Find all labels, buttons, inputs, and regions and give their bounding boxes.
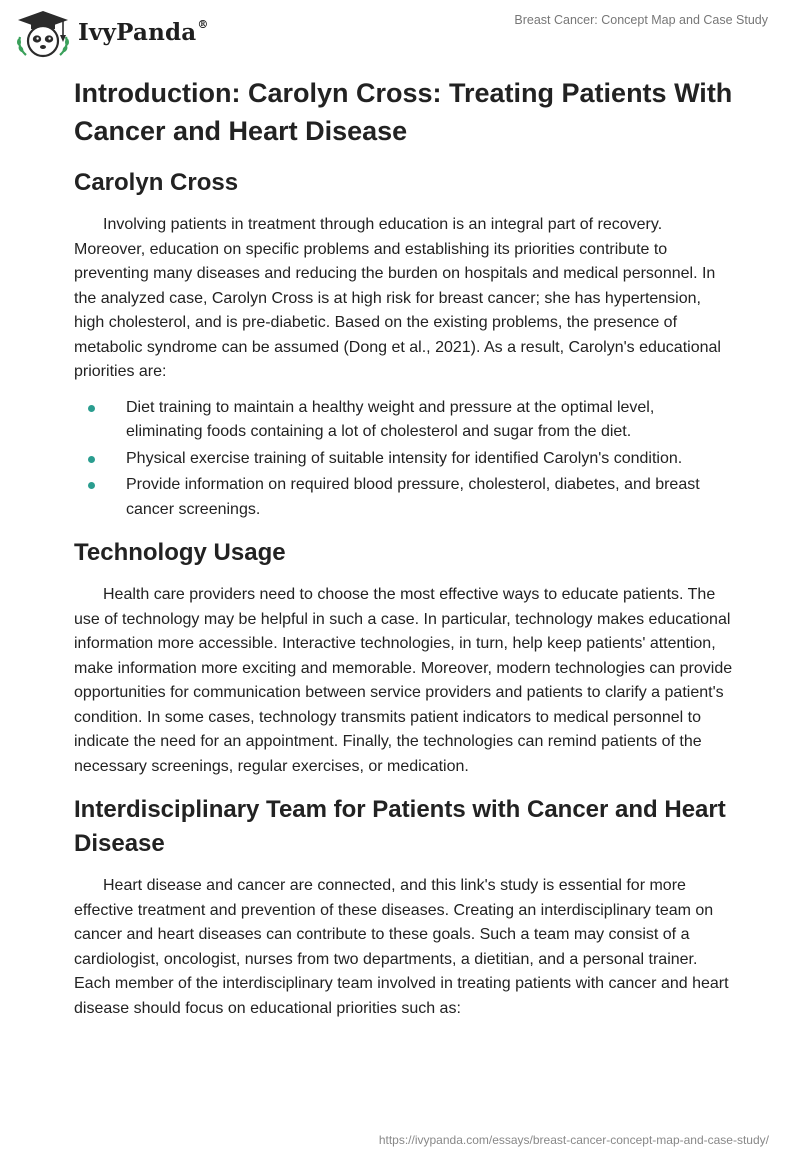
bullet-dot-icon bbox=[88, 482, 95, 489]
article-title: Introduction: Carolyn Cross: Treating Patients With Cancer and Heart Disease bbox=[74, 78, 733, 146]
section-paragraph-interdisciplinary-team: Heart disease and cancer are connected, and this link's study is essential for more effective treatment and prevention of these diseases. Creating an interdisciplinary team on cancer and heart diseases can contribute to these goals. Such a team may consist of a cardiologist, oncologist, nurses from two departments, a dietitian, and a personal trainer. Each member of the interdisciplinary team involved in treating patients with cancer and heart disease should focus on educational priorities such as: bbox=[74, 877, 729, 1017]
section-heading-carolyn-cross: Carolyn Cross bbox=[74, 169, 239, 196]
list-item-text: Diet training to maintain a healthy weight and pressure at the optimal level, eliminating foods containing a lot of cholesterol and sugar from the diet. bbox=[126, 398, 655, 440]
list-item-text: Provide information on required blood pressure, cholesterol, diabetes, and breast cancer screenings. bbox=[126, 476, 700, 518]
list-item bbox=[74, 396, 734, 445]
section-heading-technology-usage: Technology Usage bbox=[74, 539, 286, 566]
brand-name: IvyPanda bbox=[78, 19, 197, 46]
section-paragraph-technology-usage: Health care providers need to choose the most effective ways to educate patients. The use of technology may be helpful in such a case. In particular, technology makes educational information more accessible. Interactive technologies, in turn, help keep patients' attention, make information more exciting and memorable. Moreover, modern technologies can provide opportunities for communication between service providers and patients to clarify a patient's condition. In some cases, technology transmits patient indicators to medical personnel to indicate the need for an appointment. Finally, the technologies can remind patients of the necessary screenings, regular exercises, or medication. bbox=[74, 586, 733, 775]
bullet-dot-icon bbox=[88, 405, 95, 412]
source-url-link[interactable]: https://ivypanda.com/essays/breast-cancer-concept-map-and-case-study/ bbox=[378, 1133, 769, 1147]
page-header bbox=[0, 0, 800, 70]
educational-priorities-list bbox=[74, 396, 734, 523]
document-title: Breast Cancer: Concept Map and Case Study bbox=[514, 13, 768, 27]
brand-logo-text[interactable] bbox=[78, 19, 209, 46]
panda-graduate-icon[interactable] bbox=[14, 9, 72, 59]
list-item bbox=[74, 473, 734, 522]
section-heading-interdisciplinary-team: Interdisciplinary Team for Patients with Cancer and Heart Disease bbox=[74, 796, 726, 857]
brand-registered-mark: ® bbox=[197, 18, 209, 32]
list-item-text: Physical exercise training of suitable intensity for identified Carolyn's condition. bbox=[126, 449, 683, 467]
article-body bbox=[74, 74, 734, 1021]
list-item bbox=[74, 447, 734, 472]
section-paragraph-carolyn-cross: Involving patients in treatment through education is an integral part of recovery. Moreover, education on specific problems and establishing its priorities contribute to preventing many diseases and reducing the burden on hospitals and medical personnel. In the analyzed case, Carolyn Cross is at high risk for breast cancer; she has hypertension, high cholesterol, and is pre-diabetic. Based on the existing problems, the presence of metabolic syndrome can be assumed (Dong et al., 2021). As a result, Carolyn's educational priorities are: bbox=[74, 216, 721, 380]
bullet-dot-icon bbox=[88, 456, 95, 463]
